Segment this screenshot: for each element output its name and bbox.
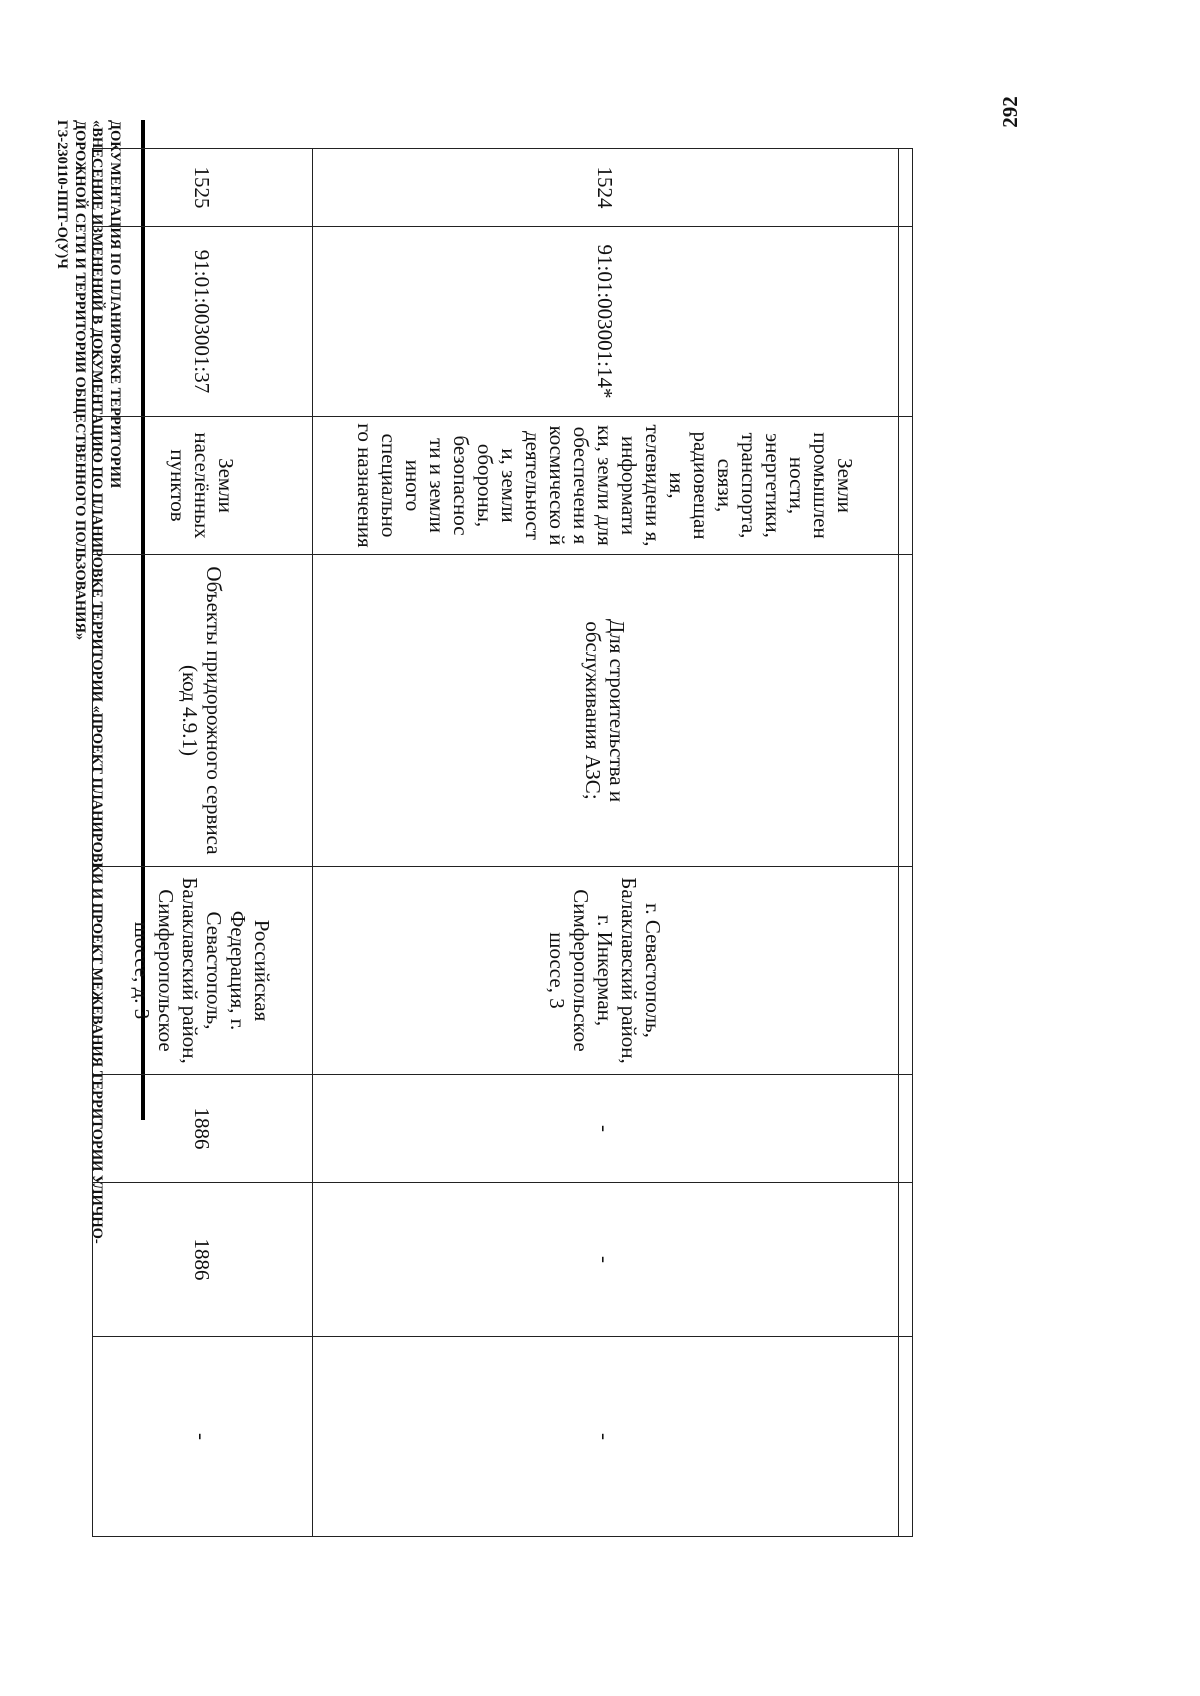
table-cell-blank xyxy=(899,149,913,227)
address-cell: г. Севастополь, Балаклавский район, г. Инкерман, Симферопольское шоссе, 3 xyxy=(313,867,899,1075)
table-cell-blank xyxy=(899,1183,913,1337)
land-plots-table xyxy=(92,148,913,1537)
header-line-4: ГЗ-230110-ППТ-О(У)Ч xyxy=(54,120,71,269)
header-line-2: «ВНЕСЕНИЕ ИЗМЕНЕНИЙ В ДОКУМЕНТАЦИЮ ПО ПЛАНИРОВКЕ ТЕРРИТОРИИ «ПРОЕКТ ПЛАНИРОВКИ И ПРОЕКТ МЕЖЕВАНИЯ ТЕРРИТОРИИ УЛИЧНО- xyxy=(89,120,106,1244)
table-cell-blank xyxy=(899,417,913,555)
land-category-cell: Земли промышлен ности, энергетики, транспорта, связи, радиовещан ия, телевидени я, информати ки, земли для обеспечени я космическо й деятельност и, земли обороны, безопаснос ти и земли иного специально го назначения xyxy=(313,417,899,555)
table-cell-blank xyxy=(899,1337,913,1537)
cadastral-number-cell: 91:01:003001:37 xyxy=(93,227,313,417)
value-cell: - xyxy=(93,1337,313,1537)
row-number-cell: 1524 xyxy=(313,149,899,227)
value-cell: 1886 xyxy=(93,1183,313,1337)
rotated-page-content xyxy=(13,0,1013,1696)
land-category-cell: Земли населённых пунктов xyxy=(93,417,313,555)
header-line-3: ДОРОЖНОЙ СЕТИ И ТЕРРИТОРИИ ОБЩЕСТВЕННОГО ПОЛЬЗОВАНИЯ» xyxy=(72,120,88,641)
value-cell: - xyxy=(313,1183,899,1337)
cadastral-number-cell: 91:01:003001:14* xyxy=(313,227,899,417)
permitted-use-cell: Объекты придорожного сервиса (код 4.9.1) xyxy=(93,555,313,867)
table-row xyxy=(313,149,899,1537)
value-cell: - xyxy=(313,1075,899,1183)
page-number: 292 xyxy=(997,96,1022,128)
header-line-1: ДОКУМЕНТАЦИЯ ПО ПЛАНИРОВКЕ ТЕРРИТОРИИ xyxy=(107,120,123,489)
table-cell-blank xyxy=(899,227,913,417)
table-cell-blank xyxy=(899,1075,913,1183)
value-cell: - xyxy=(313,1337,899,1537)
table-top-gap-row xyxy=(899,149,913,1537)
table-cell-blank xyxy=(899,867,913,1075)
table-cell-blank xyxy=(899,555,913,867)
table-row xyxy=(93,149,313,1537)
value-cell: 1886 xyxy=(93,1075,313,1183)
row-number-cell: 1525 xyxy=(93,149,313,227)
address-cell: Российская Федерация, г. Севастополь, Балаклавский район, Симферопольское шоссе, д. 3 xyxy=(93,867,313,1075)
permitted-use-cell: Для строительства и обслуживания АЗС; xyxy=(313,555,899,867)
